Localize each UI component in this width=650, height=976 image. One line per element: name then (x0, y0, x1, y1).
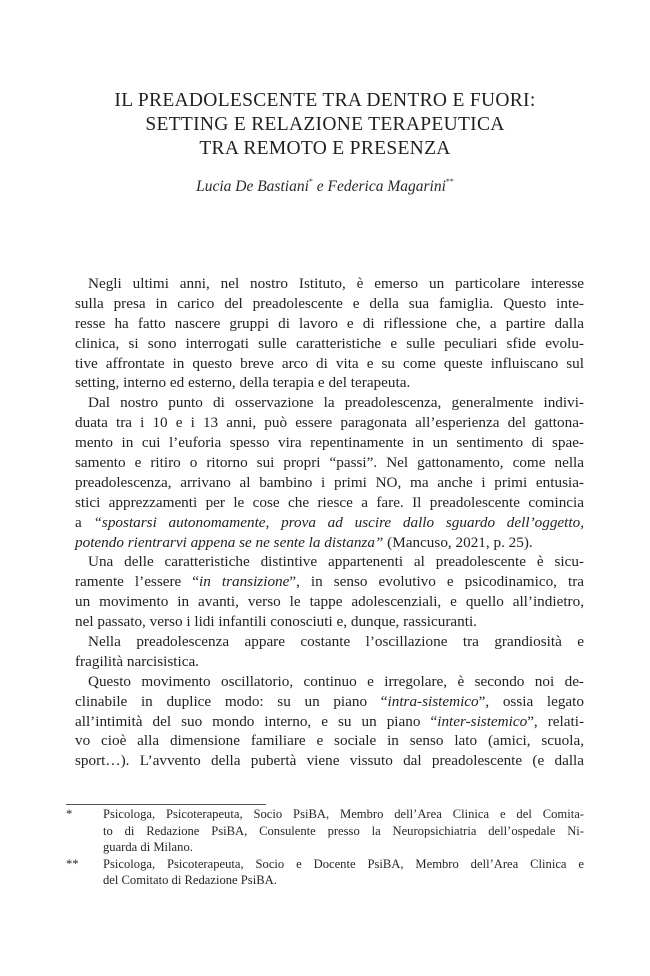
body-line: Una delle caratteristiche distintive appartenenti al preadolescente è sicu- (88, 553, 584, 571)
citation: (Mancuso, 2021, p. 25). (383, 533, 533, 551)
body-text: all’intimità del suo mondo interno, e su un piano “ (75, 712, 438, 730)
article-body (75, 274, 584, 771)
author-2: Federica Magarini (327, 178, 446, 195)
body-line: vo cioè alla dimensione familiare e sociale in senso lato (amici, scuola, (75, 732, 584, 750)
emphasis-text: intra-sistemico (387, 692, 479, 710)
footnote-mark: * (66, 807, 73, 821)
footnote-line: del Comitato di Redazione PsiBA. (103, 873, 277, 888)
body-line: resse ha fatto nascere gruppi di lavoro e di riflessione che, a partire dalla (75, 314, 584, 332)
body-text: clinabile in duplice modo: su un piano “ (75, 692, 388, 710)
quoted-text: “spostarsi autonomamente, prova ad uscire dallo sguardo dell’oggetto, (93, 513, 584, 531)
author-connector: e (312, 178, 328, 195)
footnote-line: guarda di Milano. (103, 840, 193, 855)
footnote (66, 856, 584, 889)
title-line-2: SETTING E RELAZIONE TERAPEUTICA (145, 114, 505, 135)
body-text: ”, relati- (527, 712, 584, 730)
body-text: a (75, 513, 94, 531)
body-line: stici apprezzamenti per le cose che riesce a fare. Il preadolescente comincia (75, 493, 584, 511)
body-line: fragilità narcisistica. (75, 652, 199, 670)
body-line (75, 692, 584, 712)
body-line: preadolescenza, arrivano al bambino i primi NO, ma anche i primi entusia- (75, 473, 584, 491)
footnote-line: Psicologa, Psicoterapeuta, Socio e Docente PsiBA, Membro dell’Area Clinica e (103, 856, 584, 871)
footnote-separator (66, 804, 266, 805)
body-line: duata tra i 10 e i 13 anni, può essere paragonata all’esperienza del gattona- (75, 414, 584, 432)
emphasis-text: inter-sistemico (437, 712, 528, 730)
body-line (75, 533, 584, 553)
body-line: Nella preadolescenza appare costante l’oscillazione tra grandiosità e (88, 633, 584, 651)
body-text: ”, ossia legato (478, 692, 584, 710)
body-line: Negli ultimi anni, nel nostro Istituto, è emerso un particolare interesse (88, 275, 584, 292)
body-line: sport…). L’avvento della pubertà viene vissuto dal preadolescente (e dalla (75, 752, 584, 770)
footnote (66, 806, 584, 856)
footnotes (66, 806, 584, 889)
footnote-line: to di Redazione PsiBA, Consulente presso la Neuropsichiatria dell’ospedale Ni- (103, 823, 584, 838)
body-line: Dal nostro punto di osservazione la preadolescenza, generalmente indivi- (88, 394, 584, 412)
quoted-text: potendo rientrarvi appena se ne sente la distanza” (75, 533, 384, 551)
body-line: clinica, si sono interrogati sulle caratteristiche e sulle peculiari sfide evolu- (75, 334, 584, 352)
body-line (75, 572, 584, 592)
body-line (75, 712, 584, 732)
body-line: setting, interno ed esterno, della terapia e del terapeuta. (75, 374, 411, 392)
footnote-mark: ** (66, 856, 79, 871)
body-line (75, 513, 584, 533)
article-title (60, 89, 590, 161)
body-text: ”, in senso evolutivo e psicodinamico, tra (289, 573, 584, 591)
title-line-1: IL PREADOLESCENTE TRA DENTRO E FUORI: (114, 90, 536, 111)
body-line: samento e ritiro o ritorno sui propri “passi”. Nel gattonamento, come nella (75, 454, 584, 472)
body-line: sulla presa in carico del preadolescente e della sua famiglia. Questo inte- (75, 294, 584, 312)
body-line: mento in cui l’euforia spesso vira repentinamente in un sentimento di spae- (75, 434, 584, 452)
body-line: un movimento in avanti, verso le tappe adolescenziali, e quello all’indietro, (75, 593, 584, 611)
footnote-line: Psicologa, Psicoterapeuta, Socio PsiBA, Membro dell’Area Clinica e del Comita- (103, 807, 584, 821)
author-2-footnote-mark: ** (445, 177, 454, 186)
author-line (60, 177, 590, 197)
body-text: ramente l’essere “ (75, 573, 200, 591)
author-1-footnote-mark: * (308, 177, 313, 186)
author-1: Lucia De Bastiani (196, 178, 309, 195)
body-line: tive affrontate in questo breve arco di vita e su come queste influiscano sul (75, 354, 584, 372)
body-line: Questo movimento oscillatorio, continuo e irregolare, è secondo noi de- (88, 672, 584, 690)
body-line: nel passato, verso i lidi infantili conosciuti e, dunque, rassicuranti. (75, 613, 477, 631)
emphasis-text: in transizione (199, 573, 290, 591)
title-line-3: TRA REMOTO E PRESENZA (199, 138, 451, 159)
